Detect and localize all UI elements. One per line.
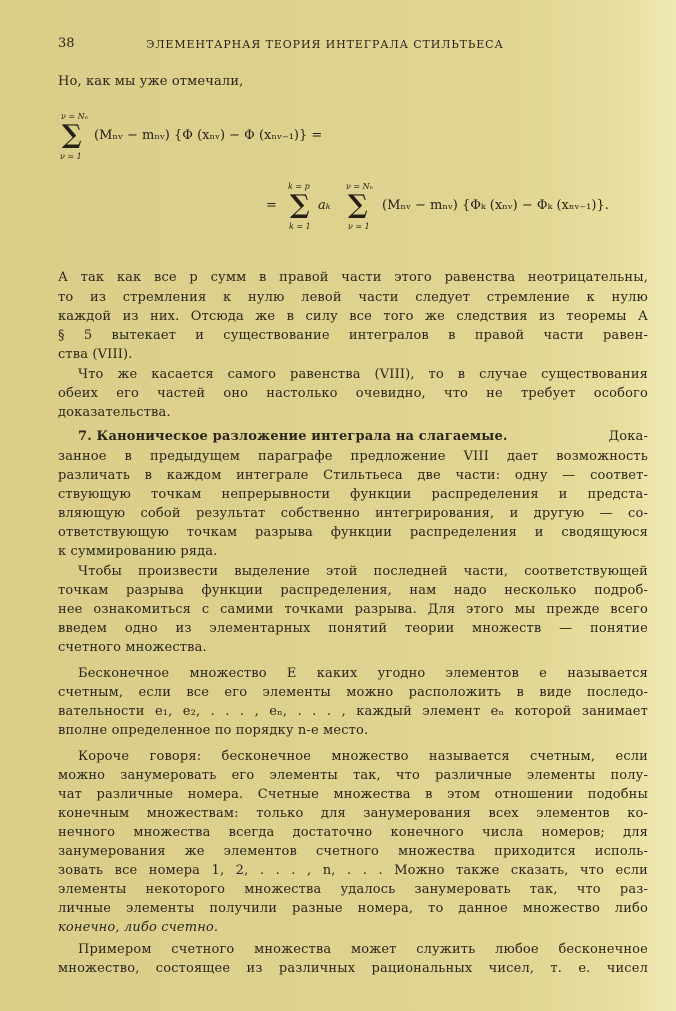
- text-line: счетного множества.: [58, 640, 207, 655]
- text-line: к суммированию ряда.: [58, 544, 218, 559]
- intro-line: Но, как мы уже отмечали,: [58, 74, 244, 89]
- text-line: ства (VIII).: [58, 347, 133, 362]
- text-line: множество, состоящее из различных рациональных чисел, т. е. чисел: [58, 961, 648, 976]
- text-line: Дока-: [608, 429, 648, 444]
- page-number: 38: [58, 36, 75, 51]
- text-line: доказательства.: [58, 405, 171, 420]
- page-header: [58, 36, 656, 56]
- sigma-symbol: ∑: [62, 120, 82, 150]
- text-line: вполне определенное по порядку n-е место.: [58, 723, 369, 738]
- text-line: зовать все номера 1, 2, . . . , n, . . . Можно также сказать, что если: [58, 863, 648, 878]
- formula-2-equals: =: [266, 198, 277, 213]
- text-line: занное в предыдущем параграфе предложение VIII дает возможность: [58, 449, 648, 464]
- text-line: введем одно из элементарных понятий теории множеств — понятие: [58, 621, 648, 636]
- text-line: Примером счетного множества может служить любое бесконечное: [78, 942, 648, 957]
- formula-1-body: (Mₙᵥ − mₙᵥ) {Φ (xₙᵥ) − Φ (xₙᵥ₋₁)} =: [94, 128, 323, 143]
- text-line: Короче говоря: бесконечное множество называется счетным, если: [78, 749, 648, 764]
- text-line: каждой из них. Отсюда же в силу все того же следствия из теоремы А: [58, 309, 648, 324]
- text-line: ответствующую точкам разрыва функции распределения и сводящуюся: [58, 525, 648, 540]
- text-line: Бесконечное множество E каких угодно элементов e называется: [78, 666, 648, 681]
- text-line: счетным, если все его элементы можно расположить в виде последо-: [58, 685, 648, 700]
- text-line: то из стремления к нулю левой части следует стремление к нулю: [58, 290, 648, 305]
- formula-1: [58, 112, 458, 172]
- text-line: элементы некоторого множества удалось занумеровать так, что раз-: [58, 882, 648, 897]
- sum-lower-limit: ν = 1: [60, 152, 82, 161]
- text-line: § 5 вытекает и существование интегралов в правой части равен-: [58, 328, 648, 343]
- section-heading-line: [78, 427, 648, 447]
- text-line: вательности e₁, e₂, . . . , eₙ, . . . , каждый элемент eₙ которой занимает: [58, 704, 648, 719]
- text-line: обеих его частей оно настолько очевидно, что не требует особого: [58, 386, 648, 401]
- text-line: Чтобы произвести выделение этой последней части, соответствующей: [78, 564, 648, 579]
- text-line: можно занумеровать его элементы так, что различные элементы полу-: [58, 768, 648, 783]
- inner-sum-lower-limit: ν = 1: [348, 222, 370, 231]
- inner-sum-upper-limit: ν = Nₙ: [346, 182, 373, 191]
- text-line: точкам разрыва функции распределения, нам надо несколько подроб-: [58, 583, 648, 598]
- text-line: вляющую собой результат собственно интегрирования, и другую — со-: [58, 506, 648, 521]
- text-line: конечным множествам: только для занумерования всех элементов ко-: [58, 806, 648, 821]
- text-line: различать в каждом интеграле Стильтьеса две части: одну — соответ-: [58, 468, 648, 483]
- outer-sigma-symbol: ∑: [290, 190, 310, 220]
- text-line: нее ознакомиться с самими точками разрыва. Для этого мы прежде всего: [58, 602, 648, 617]
- text-line: нечного множества всегда достаточно конечного числа номеров; для: [58, 825, 648, 840]
- sum-upper-limit: ν = Nₙ: [61, 112, 88, 121]
- text-line: А так как все p сумм в правой части этого равенства неотрицательны,: [58, 270, 648, 285]
- running-title: ЭЛЕМЕНТАРНАЯ ТЕОРИЯ ИНТЕГРАЛА СТИЛЬТЬЕСА: [146, 38, 504, 51]
- text-line: конечно, либо счетно.: [58, 920, 219, 935]
- formula-2-body: (Mₙᵥ − mₙᵥ) {Φₖ (xₙᵥ) − Φₖ (xₙᵥ₋₁)}.: [382, 198, 609, 213]
- text-line: личные элементы получили разные номера, то данное множество либо: [58, 901, 648, 916]
- text-line: ствующую точкам непрерывности функции распределения и предста-: [58, 487, 648, 502]
- inner-sigma-symbol: ∑: [348, 190, 368, 220]
- outer-sum-upper-limit: k = p: [288, 182, 310, 191]
- coefficient: aₖ: [318, 198, 331, 213]
- formula-2: [260, 182, 670, 242]
- text-line: занумерования же элементов счетного множества приходится исполь-: [58, 844, 648, 859]
- outer-sum-lower-limit: k = 1: [289, 222, 311, 231]
- section-heading: 7. Каноническое разложение интеграла на слагаемые.: [78, 429, 508, 444]
- text-line: Что же касается самого равенства (VIII), то в случае существования: [78, 367, 648, 382]
- text-line: чат различные номера. Счетные множества в этом отношении подобны: [58, 787, 648, 802]
